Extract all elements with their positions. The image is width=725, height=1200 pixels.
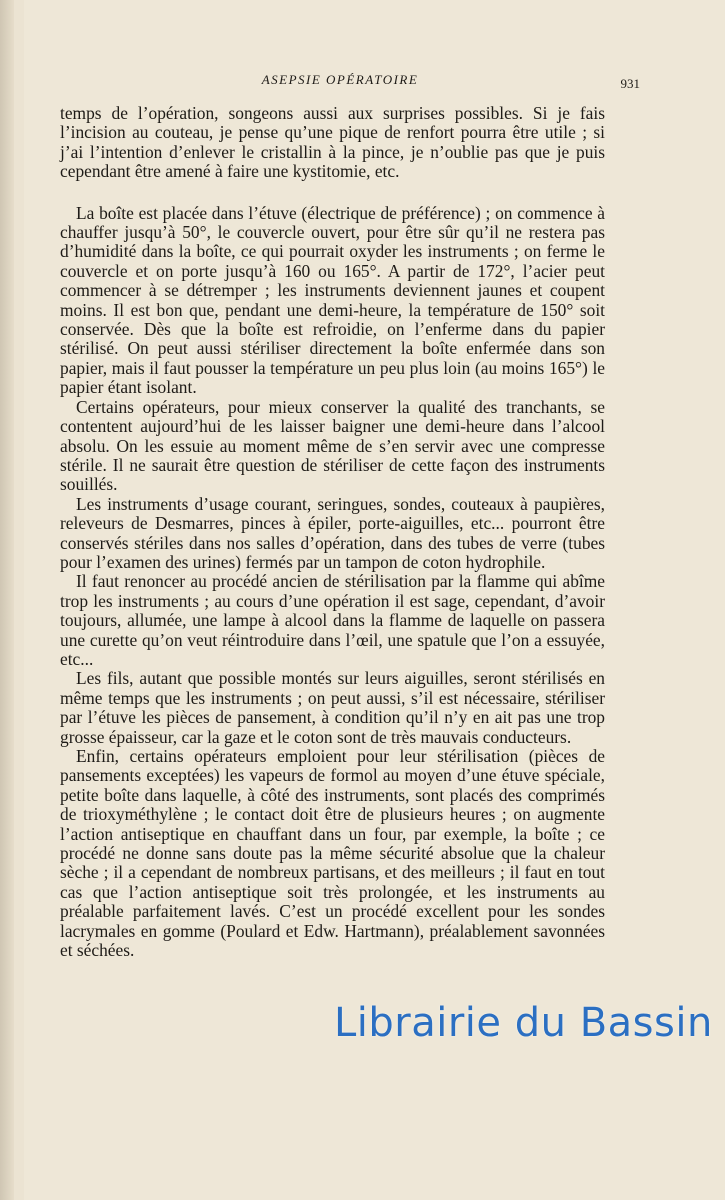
paragraph: Les instruments d’usage courant, seringues, sondes, couteaux à paupières, releveurs de Desmarres, pinces à épiler, porte-aiguilles, etc... pourront être conservés stériles dans nos salles d’opération, dans des tubes de verre (tubes pour l’examen des urines) fermés par un tampon de coton hydrophile. [60,493,605,572]
running-title: ASEPSIE OPÉRATOIRE [261,72,419,87]
paragraph: Certains opérateurs, pour mieux conserver la qualité des tranchants, se contentent aujourd’hui de les laisser baigner une demi-heure dans l’alcool absolu. On les essuie au moment même de s’en servir avec une compresse stérile. Il ne saurait être question de stériliser de cette façon des instruments souillés. [60,396,605,495]
paragraph: Il faut renoncer au procédé ancien de stérilisation par la flamme qui abîme trop les instruments ; au cours d’une opération il est sage, cependant, d’avoir toujours, allumée, une lampe à alcool dans la flamme de laquelle on passera une curette qu’on veut réintroduire dans l’œil, une spatule que l’on a essuyée, etc... [60,571,605,669]
paragraph-continuation: temps de l’opération, songeons aussi aux surprises possibles. Si je fais l’incision au couteau, je pense qu’une pique de renfort pourra être utile ; si j’ai l’intention d’enlever le cristallin à la pince, je n’oublie pas que je puis cependant être amené à faire une kystitomie, etc. [60,103,605,182]
book-gutter [0,0,14,1200]
page-header [60,72,640,94]
paragraph: Les fils, autant que possible montés sur leurs aiguilles, seront stérilisés en même temps que les instruments ; on peut aussi, s’il est nécessaire, stériliser par l’étuve les pièces de pansement, à condition qu’il n’y en ait pas une trop grosse épaisseur, car la gaze et le coton sont de très mauvais conducteurs. [60,668,605,747]
bookseller-watermark: Librairie du Bassin [334,1000,713,1046]
page-body [60,104,605,960]
paragraph: La boîte est placée dans l’étuve (électrique de préférence) ; on commence à chauffer jusqu’à 50°, le couvercle ouvert, pour être sûr qu’il ne restera pas d’humidité dans la boîte, ce qui pourrait oxyder les instruments ; on ferme le couvercle et on porte jusqu’à 160 ou 165°. A partir de 172°, l’acier peut commencer à se détremper ; les instruments deviennent jaunes et coupent moins. Il est bon que, pendant une demi-heure, la température de 150° soit conservée. Dès que la boîte est refroidie, on l’enferme dans du papier stérilisé. On peut aussi stériliser directement la boîte enfermée dans son papier, mais il faut pousser la température un peu plus loin (au moins 165°) le papier étant isolant. [60,202,605,398]
page-number: 931 [620,76,640,91]
paragraph: Enfin, certains opérateurs emploient pour leur stérilisation (pièces de pansements exceptées) les vapeurs de formol au moyen d’une étuve spéciale, petite boîte dans laquelle, à côté des instruments, sont placés des comprimés de trioxyméthylène ; le contact doit être de plusieurs heures ; on augmente l’action antiseptique en chauffant dans un four, par exemple, la boîte ; ce procédé ne donne sans doute pas la même sécurité absolue que la chaleur sèche ; il a cependant de nombreux partisans, et des meilleurs ; il faut en tout cas que l’action antiseptique soit très prolongée, et les instruments au préalable parfaitement lavés. C’est un procédé excellent pour les sondes lacrymales en gomme (Poulard et Edw. Hartmann), préalablement savonnées et séchées. [60,746,605,961]
